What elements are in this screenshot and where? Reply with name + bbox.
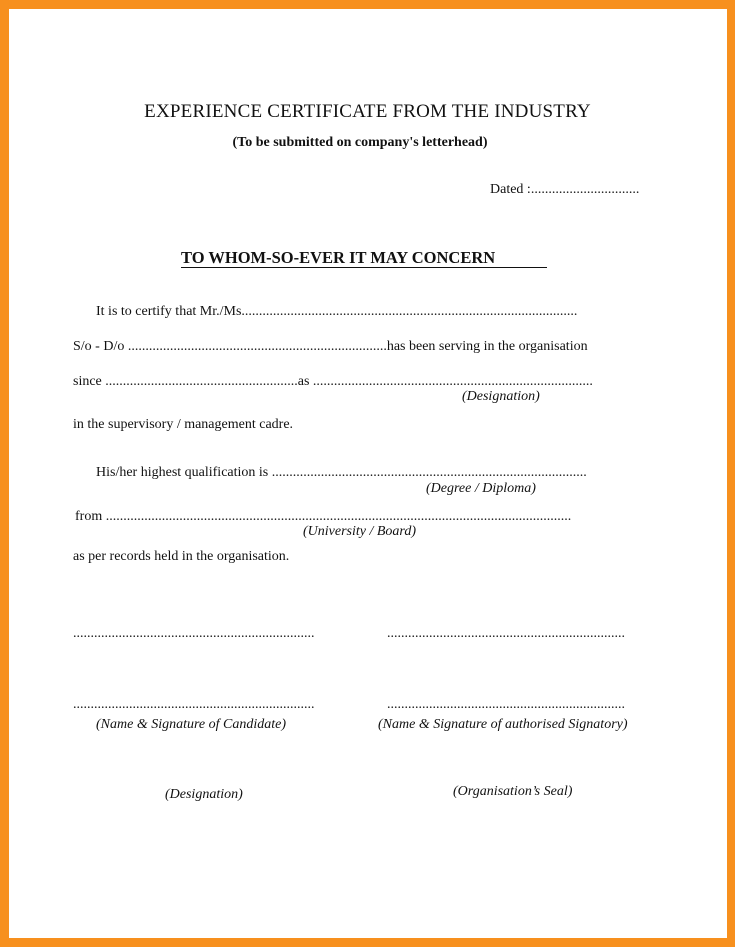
certify-line: It is to certify that Mr./Ms................................................................................................ <box>96 304 578 319</box>
designation-label: (Designation) <box>165 787 243 802</box>
degree-hint: (Degree / Diploma) <box>426 481 536 496</box>
right-signature-dots-2: .................................................................... <box>387 697 625 712</box>
son-daughter-line: S/o - D/o ..........................................................................has been serving in the organisation <box>73 339 588 354</box>
dated-field: Dated :............................... <box>490 182 640 197</box>
left-signature-dots-2: ..................................................................... <box>73 697 315 712</box>
concern-heading: TO WHOM-SO-EVER IT MAY CONCERN <box>181 248 496 267</box>
signatory-signature-label: (Name & Signature of authorised Signatory) <box>378 717 628 732</box>
right-signature-dots-1: .................................................................... <box>387 626 625 641</box>
university-hint: (University / Board) <box>303 524 417 539</box>
since-line: since .......................................................as ................................................................................ <box>73 374 593 389</box>
certificate-title: EXPERIENCE CERTIFICATE FROM THE INDUSTRY <box>144 101 591 122</box>
from-line: from ..................................................................................................................................... <box>75 509 572 524</box>
records-line: as per records held in the organisation. <box>73 549 290 564</box>
organisation-seal-label: (Organisation’s Seal) <box>453 784 573 799</box>
cadre-line: in the supervisory / management cadre. <box>73 417 294 432</box>
candidate-signature-label: (Name & Signature of Candidate) <box>96 717 287 732</box>
qualification-line: His/her highest qualification is .......................................................................................... <box>96 465 587 480</box>
left-signature-dots-1: ..................................................................... <box>73 626 315 641</box>
certificate-subtitle: (To be submitted on company's letterhead) <box>232 135 488 150</box>
concern-underline <box>181 267 547 268</box>
designation-hint: (Designation) <box>462 389 540 404</box>
